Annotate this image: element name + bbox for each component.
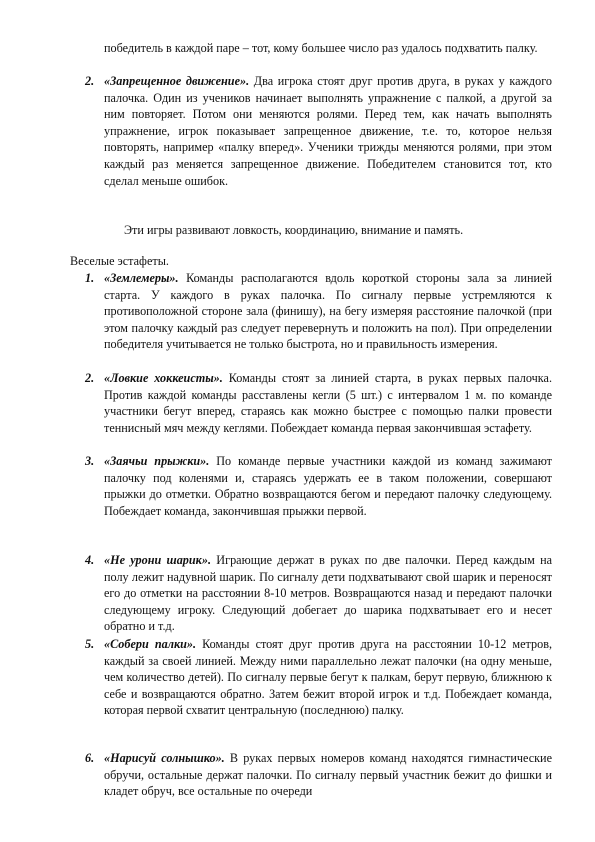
list-item-forbidden-move <box>85 73 552 189</box>
item-number: 2. <box>85 371 95 385</box>
item-text: Два игрока стоят друг против друга, в руках у каждого палочка. Один из учеников начинает выполнять упражнение с палкой, а другой за ним повторяет. Потом они меняются ролями. Перед тем, как начать выполнять упражнение, игрок показывает запрещенное движение, т.е. то, которое нельзя повторять, например «палку вперед». Ученики трижды меняются ролями, при этом каждый раз меняется запрещенное движение. Победителем становится тот, кто сделал меньше ошибок. <box>104 74 552 188</box>
item-text: По команде первые участники каждой из команд зажимают палочку под коленями и, стараясь удержать ее в таком положении, совершают прыжки до отметки. Обратно возвращаются бегом и передают палочку следующему. Побеждает команда, закончившая прыжки первой. <box>104 454 552 518</box>
item-text: Команды располагаются вдоль короткой стороны зала за линией старта. У каждого в руках палочка. По сигналу первые устремляются к противоположной стороне зала (финишу), на бегу измеряя расстояние палочкой (при этом палочку каждый раз следует перевернуть и положить на пол). При определении победителя учитывается не только быстрота, но и правильность измерения. <box>104 271 552 352</box>
list-item-dont-drop-balloon <box>85 552 553 635</box>
item-number: 3. <box>85 454 95 468</box>
item-text: Команды стоят за линией старта, в руках первых палочка. Против каждой команды расставлены кегли (5 шт.) с интервалом 1 м. по команде участники бегут вперед, стараясь как можно быстрее с помощью палки провести теннисный мяч между кеглями. Побеждает команда первая закончившая эстафету. <box>104 371 552 435</box>
item-number: 1. <box>85 271 95 285</box>
item-number: 2. <box>85 74 95 88</box>
item-text: В руках первых номеров команд находятся гимнастические обручи, остальные держат палочки. По сигналу первый участник бежит до фишки и кладет обруч, все остальные по очереди <box>104 751 552 799</box>
item-text: Играющие держат в руках по две палочки. Перед каждым на полу лежит надувной шарик. По сигналу дети подхватывают свой шарик и переносят его до отметки на расстоянии 8-10 метров. Возвращаются назад и передают палочки следующему игроку. Следующий добегает до шарика подхватывает его и несет обратно и т.д. <box>104 553 553 634</box>
list-item-hare-jumps <box>85 453 552 519</box>
item-title: «Нарисуй солнышко». <box>104 751 225 765</box>
section-heading: Веселые эстафеты. <box>70 254 169 268</box>
item-number: 4. <box>85 553 95 567</box>
item-number: 6. <box>85 751 95 765</box>
item-title: «Заячьи прыжки». <box>104 454 210 468</box>
item-text: Команды стоят друг против друга на расстоянии 10-12 метров, каждый за своей линией. Между ними параллельно лежат палочки (на одну меньше, чем количество детей). По сигналу первые бегут к палкам, берут первую, ближнюю к себе и возвращаются обратно. Затем бежит второй игрок и т.д. Побеждает команда, которая первой схватит центральную (последнюю) палку. <box>104 637 552 718</box>
item-title: «Не урони шарик». <box>104 553 211 567</box>
continuation-paragraph <box>104 40 552 57</box>
summary-paragraph <box>104 222 552 239</box>
list-item-draw-sun <box>85 750 552 800</box>
item-number: 5. <box>85 637 95 651</box>
summary-text: Эти игры развивают ловкость, координацию, внимание и память. <box>124 223 464 237</box>
list-item-collect-sticks <box>85 636 552 719</box>
item-title: «Землемеры». <box>104 271 179 285</box>
paragraph-text: победитель в каждой паре – тот, кому большее число раз удалось подхватить палку. <box>104 41 538 55</box>
item-title: «Запрещенное движение». <box>104 74 250 88</box>
item-title: «Ловкие хоккеисты». <box>104 371 223 385</box>
list-item-surveyors <box>85 270 552 353</box>
list-item-hockey-players <box>85 370 552 436</box>
item-title: «Собери палки». <box>104 637 197 651</box>
